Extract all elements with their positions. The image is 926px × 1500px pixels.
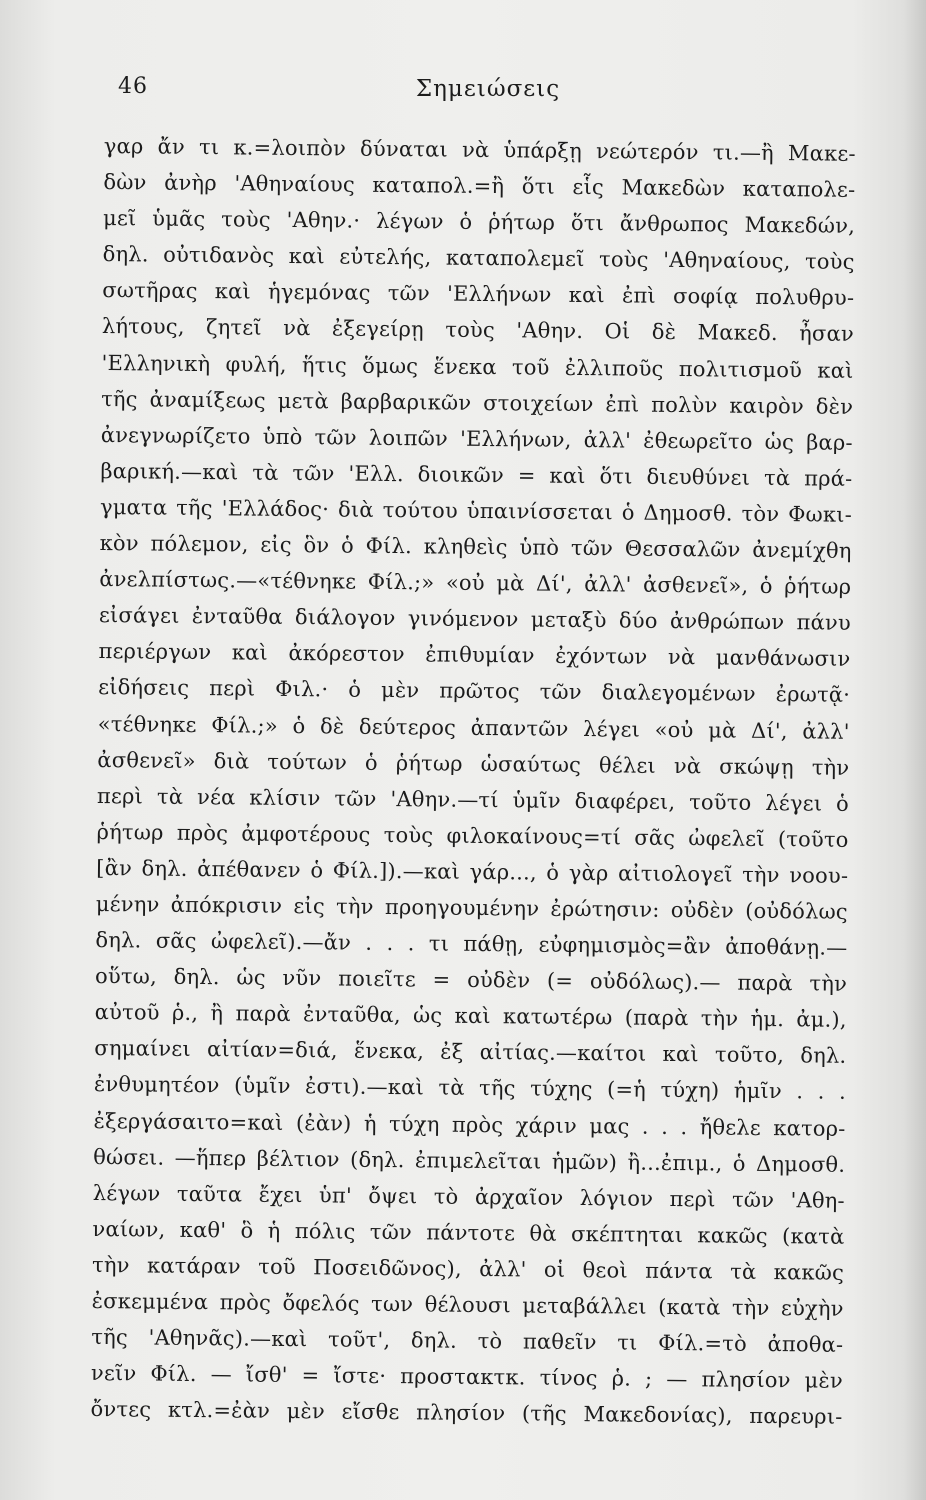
text-line: ὄντες κτλ.=ἐὰν μὲν εἴσθε πλησίον (τῆς Μακεδονίας), παρευρι- [90,1397,843,1430]
text-line: ἐξεργάσαιτο=καὶ (ἐὰν) ἡ τύχη πρὸς χάριν μας . . . ἤθελε κατορ- [93,1108,846,1141]
text-line: γματα τῆς 'Ελλάδος· διὰ τούτου ὑπαινίσσεται ὁ Δημοσθ. τὸν Φωκι- [99,494,853,527]
page-header [118,70,858,110]
text-line: περιέργων καὶ ἀκόρεστον ἐπιθυμίαν ἐχόντων νὰ μανθάνωσιν [98,639,851,672]
text-line: τὴν κατάραν τοῦ Ποσειδῶνος), ἀλλ' οἱ θεοὶ πάντα τὰ κακῶς [91,1252,845,1285]
text-line: σωτῆρας καὶ ἡγεμόνας τῶν 'Ελλήνων καὶ ἐπὶ σοφίᾳ πολυθρυ- [102,278,855,311]
text-line: λήτους, ζητεῖ νὰ ἐξεγείρῃ τοὺς 'Αθην. Οἱ δὲ Μακεδ. ἦσαν [101,314,855,347]
page-number: 46 [118,74,148,99]
text-line: εἰδήσεις περὶ Φιλ.· ὁ μὲν πρῶτος τῶν διαλεγομένων ἐρωτᾷ· [98,675,851,708]
notes-body [90,128,856,1435]
text-line: σημαίνει αἰτίαν=διά, ἕνεκα, ἐξ αἰτίας.—καίτοι καὶ τοῦτο, δηλ. [94,1036,847,1069]
text-line: ἀνελπίστως.—«τέθνηκε Φίλ.;» «οὐ μὰ Δί', ἀλλ' ἀσθενεῖ», ὁ ῥήτωρ [99,567,852,599]
text-line: θώσει. —ἥπερ βέλτιον (δηλ. ἐπιμελεῖται ἡμῶν) ἢ...ἐπιμ., ὁ Δημοσθ. [93,1144,846,1177]
text-line: ἀσθενεῖ» διὰ τούτων ὁ ῥήτωρ ὡσαύτως θέλει νὰ σκώψῃ τὴν [97,747,850,780]
text-line: ἐσκεμμένα πρὸς ὄφελός των θέλουσι μεταβάλλει (κατὰ τὴν εὐχὴν [91,1288,844,1321]
text-line: εἰσάγει ἐνταῦθα διάλογον γινόμενον μεταξὺ δύο ἀνθρώπων πάνυ [98,603,851,636]
text-line: μεῖ ὑμᾶς τοὺς 'Αθην.· λέγων ὁ ῥήτωρ ὅτι ἄνθρωπος Μακεδών, [102,206,856,239]
text-line: γαρ ἄν τι κ.=λοιπὸν δύναται νὰ ὑπάρξῃ νεώτερόν τι.—ἢ Μακε- [103,133,856,166]
text-line: ῥήτωρ πρὸς ἀμφοτέρους τοὺς φιλοκαίνους=τί σᾶς ὠφελεῖ (τοῦτο [96,819,849,852]
text-line: ἐνθυμητέον (ὑμῖν ἐστι).—καὶ τὰ τῆς τύχης (=ἡ τύχη) ἡμῖν . . . [93,1072,847,1105]
text-line: τῆς ἀναμίξεως μετὰ βαρβαρικῶν στοιχείων ἐπὶ πολὺν καιρὸν δὲν [101,386,854,419]
text-line: νεῖν Φίλ. — ἴσθ' = ἴστε· προστακτκ. τίνος ῥ. ; — πλησίον μὲν [90,1361,844,1393]
text-line: μένην ἀπόκρισιν εἰς τὴν προηγουμένην ἐρώτησιν: οὐδὲν (οὐδόλως [95,891,848,924]
text-line: [ἂν δηλ. ἀπέθανεν ὁ Φίλ.]).—καὶ γάρ..., ὁ γὰρ αἰτιολογεῖ τὴν νοου- [96,855,849,888]
text-line: αὐτοῦ ῥ., ἢ παρὰ ἐνταῦθα, ὡς καὶ κατωτέρω (παρὰ τὴν ἡμ. ἀμ.), [94,1000,847,1033]
text-line: ἀνεγνωρίζετο ὑπὸ τῶν λοιπῶν 'Ελλήνων, ἀλλ' ἐθεωρεῖτο ὡς βαρ- [100,422,853,455]
text-line: δηλ. σᾶς ὠφελεῖ).—ἄν . . . τι πάθῃ, εὐφημισμὸς=ἂν ἀποθάνῃ.— [95,928,848,960]
text-line: «τέθνηκε Φίλ.;» ὁ δὲ δεύτερος ἀπαντῶν λέγει «οὐ μὰ Δί', ἀλλ' [97,711,850,744]
text-line: δηλ. οὐτιδανὸς καὶ εὐτελής, καταπολεμεῖ τοὺς 'Αθηναίους, τοὺς [102,242,855,275]
text-line: βαρική.—καὶ τὰ τῶν 'Ελλ. διοικῶν = καὶ ὅτι διευθύνει τὰ πρά- [100,458,853,491]
text-line: τῆς 'Αθηνᾶς).—καὶ τοῦτ', δηλ. τὸ παθεῖν τι Φίλ.=τὸ ἀποθα- [91,1325,844,1357]
page-edge-shadow [904,0,926,1500]
text-line: δὼν ἀνὴρ 'Αθηναίους καταπολ.=ἢ ὅτι εἷς Μακεδὼν καταπολε- [103,170,856,202]
text-line: περὶ τὰ νέα κλίσιν τῶν 'Αθην.—τί ὑμῖν διαφέρει, τοῦτο λέγει ὁ [96,783,850,816]
running-title: Σημειώσεις [415,76,561,102]
text-line: λέγων ταῦτα ἔχει ὑπ' ὄψει τὸ ἀρχαῖον λόγιον περὶ τῶν 'Αθη- [92,1180,845,1213]
text-line: ναίων, καθ' ὃ ἡ πόλις τῶν πάντοτε θὰ σκέπτηται κακῶς (κατὰ [92,1216,845,1249]
text-line: κὸν πόλεμον, εἰς ὃν ὁ Φίλ. κληθεὶς ὑπὸ τῶν Θεσσαλῶν ἀνεμίχθη [99,531,852,563]
text-line: 'Ελληνικὴ φυλή, ἥτις ὅμως ἕνεκα τοῦ ἐλλιποῦς πολιτισμοῦ καὶ [101,350,854,383]
text-line: οὕτω, δηλ. ὡς νῦν ποιεῖτε = οὐδὲν (= οὐδόλως).— παρὰ τὴν [94,964,848,996]
